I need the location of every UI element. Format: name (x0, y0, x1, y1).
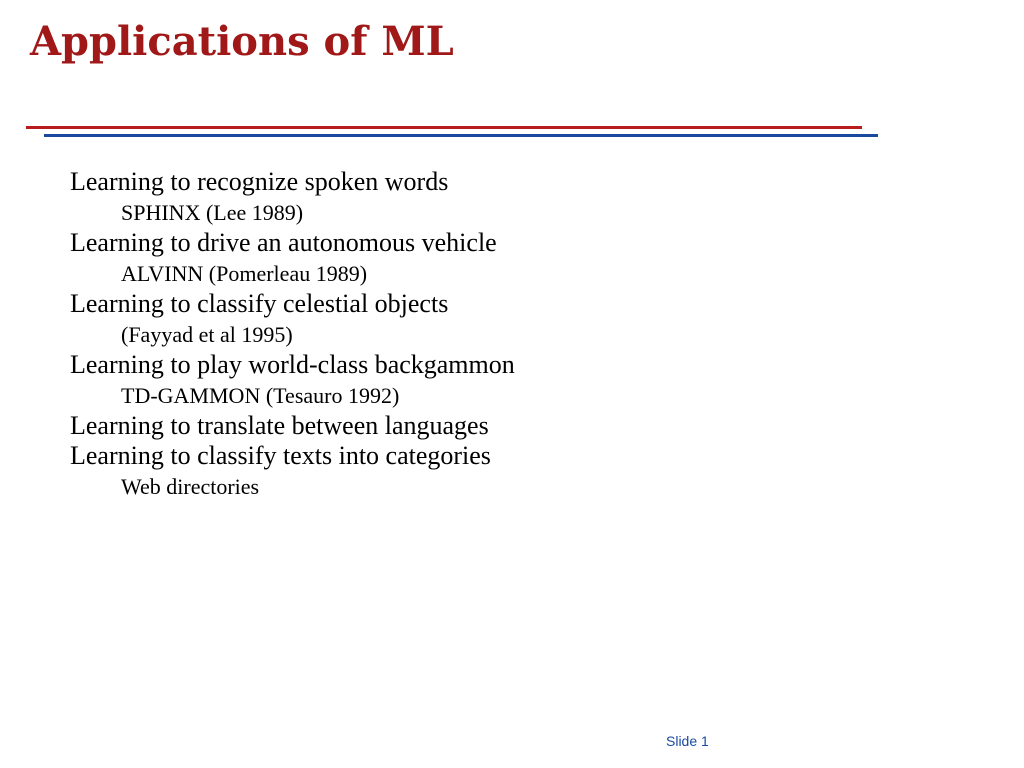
sub-bullet-item: TD-GAMMON (Tesauro 1992) (121, 383, 400, 408)
sub-bullet-item: SPHINX (Lee 1989) (121, 200, 304, 225)
bullet-item: Learning to translate between languages (70, 411, 489, 440)
bullet-item: Learning to recognize spoken words (70, 167, 449, 196)
bullet-item: Learning to play world-class backgammon (70, 350, 515, 379)
sub-bullet-item: Web directories (121, 474, 260, 499)
slide-title: Applications of ML (30, 18, 454, 65)
bullet-list (70, 167, 970, 502)
sub-bullet-item: (Fayyad et al 1995) (121, 322, 293, 347)
title-underline-red (26, 126, 862, 129)
bullet-item: Learning to drive an autonomous vehicle (70, 228, 497, 257)
slide-number: Slide 1 (666, 733, 709, 749)
bullet-item: Learning to classify texts into categories (70, 441, 491, 470)
title-underline-blue (44, 134, 878, 137)
bullet-item: Learning to classify celestial objects (70, 289, 449, 318)
sub-bullet-item: ALVINN (Pomerleau 1989) (121, 261, 368, 286)
